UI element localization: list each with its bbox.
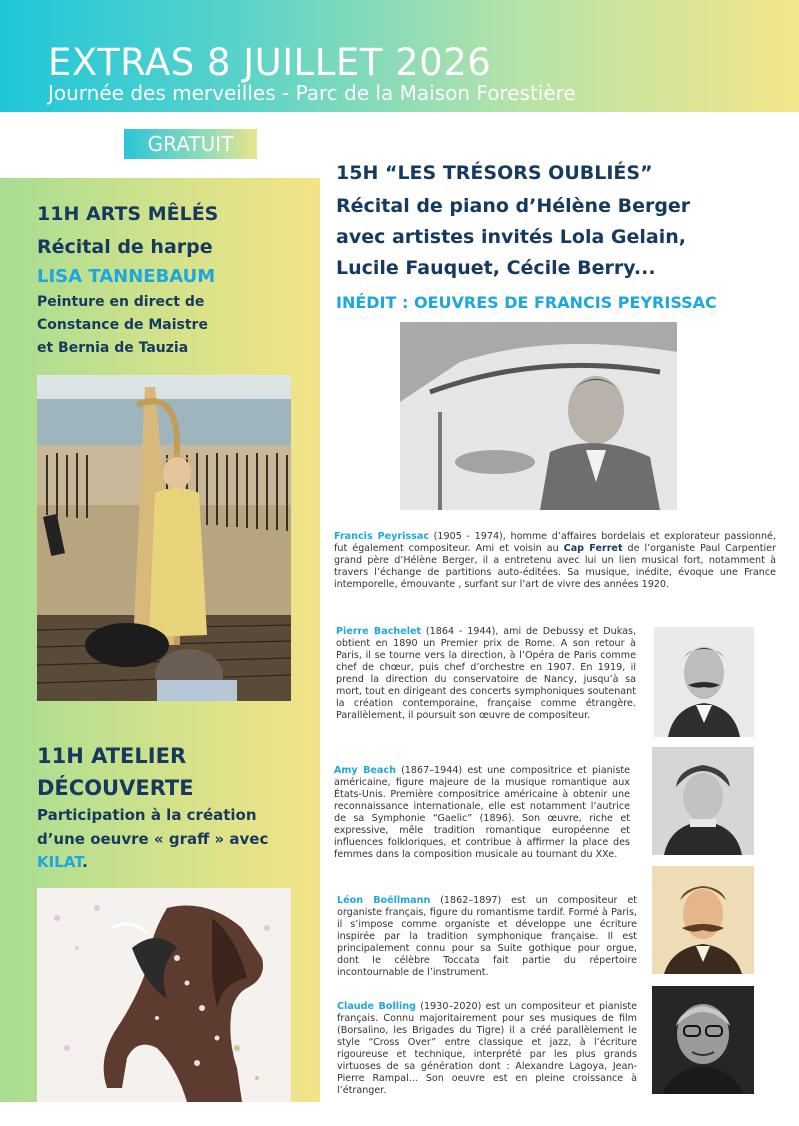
concert-subtitle-line: avec artistes invités Lola Gelain, xyxy=(336,226,686,248)
concert-title: 15H “LES TRÉSORS OUBLIÉS” xyxy=(336,162,653,184)
graff-artwork-photo xyxy=(37,888,291,1102)
event2-title-line: 11H ATELIER xyxy=(37,744,187,768)
bio-name: Amy Beach xyxy=(334,765,396,776)
bio-name: Léon Boëllmann xyxy=(337,895,431,906)
bio-bachelet xyxy=(336,626,636,722)
bio-text: (1864 - 1944), ami de Debussy et Dukas, obtient en 1890 un Premier prix de Rome. A son retour à Paris, il se tourne vers la direction, à l’Opéra de Paris comme chef de chœur, puis chef d’orchestre en 1907. En 1919, il prend la direction du conservatoire de Nancy, jusqu’à sa mort, tout en dirigeant des concerts symphoniques soutenant la création contemporaine, française comme étrangère. Parallèlement, il poursuit son œuvre de compositeur. xyxy=(336,626,637,721)
bio-peyrissac xyxy=(334,531,776,591)
free-badge: GRATUIT xyxy=(124,129,257,159)
event1-artist: LISA TANNEBAUM xyxy=(37,266,216,287)
harp-recital-photo xyxy=(37,375,291,701)
bio-text: de l’organiste Paul Carpentier grand père d’Hélène Berger, il a entretenu avec lui un lien musical fort, notamment à travers l’échange de partitions auto-éditées. Sa musique, inédite, évoque une France intemporelle, émouvante , surfant sur l’art de vivre des années 1920. xyxy=(334,543,776,590)
event1-desc-line: Constance de Maistre xyxy=(37,317,208,333)
event2-artist-line xyxy=(37,853,88,871)
event2-artist: KILAT xyxy=(37,853,83,871)
bio-name: Francis Peyrissac xyxy=(334,531,430,542)
event1-title: 11H ARTS MÊLÉS xyxy=(37,203,219,225)
concert-subtitle-line: Récital de piano d’Hélène Berger xyxy=(336,195,691,217)
event1-desc-line: Peinture en direct de xyxy=(37,294,205,310)
bio-text: (1862–1897) est un compositeur et organiste français, figure du romantisme tardif. Formé à Paris, il s’impose comme organiste et développe une écriture inspirée par la tradition symphonique française. Il est principalement connu pour sa Suite gothique pour orgue, dont le célèbre Toccata fait partie du répertoire incontournable de l’instrument. xyxy=(337,895,637,978)
event2-title-line: DÉCOUVERTE xyxy=(37,776,194,800)
bachelet-portrait xyxy=(654,627,754,737)
page-subtitle: Journée des merveilles - Parc de la Maison Forestière xyxy=(48,81,576,105)
bio-name: Pierre Bachelet xyxy=(336,626,422,637)
event2-desc-line: d’une oeuvre « graff » avec xyxy=(37,830,269,848)
event2-desc-line: Participation à la création xyxy=(37,806,257,824)
bio-name: Claude Bolling xyxy=(337,1001,417,1012)
bolling-portrait xyxy=(652,986,754,1094)
bio-boellmann xyxy=(337,895,637,979)
bio-place: Cap Ferret xyxy=(563,543,623,554)
concert-subtitle-line: Lucile Fauquet, Cécile Berry... xyxy=(336,257,656,279)
bio-text: (1905 - 1974), homme d’affaires bordelais et explorateur passionné, fut également compositeur. Ami et voisin au xyxy=(334,531,776,554)
event1-subtitle: Récital de harpe xyxy=(37,236,213,258)
bio-bolling xyxy=(337,1001,637,1097)
page-title: EXTRAS 8 JUILLET 2026 xyxy=(48,41,492,84)
bio-text: (1867–1944) est une compositrice et pianiste américaine, figure majeure de la musique romantique aux États-Unis. Première compositrice américaine à obtenir une reconnaissance internationale, elle est notamment l’autrice de sa Symphonie “Gaelic” (1896). Son œuvre, riche et expressive, mêle tradition romantique européenne et influences folkloriques, et contribue à affirmer la place des femmes dans la composition musicale au tournant du XXe. xyxy=(334,765,630,860)
boellmann-portrait xyxy=(652,866,754,974)
peyrissac-photo xyxy=(400,322,677,510)
beach-portrait xyxy=(652,747,754,855)
event2-artist-suffix: . xyxy=(82,853,88,871)
header-banner xyxy=(0,0,799,112)
bio-beach xyxy=(334,765,630,861)
concert-highlight: INÉDIT : OEUVRES DE FRANCIS PEYRISSAC xyxy=(336,293,717,312)
bio-text: (1930–2020) est un compositeur et pianiste français. Connu majoritairement pour ses musiques de film (Borsalino, les Brigades du Tigre) il a créé parallèlement le style “Cross Over” entre classique et jazz, à l’écriture rigoureuse et technique, interprété par les plus grands virtuoses de sa génération dont : Alexandre Lagoya, Jean-Pierre Rampal... Son oeuvre est en pleine croissance à l’étranger. xyxy=(337,1001,637,1096)
event1-desc-line: et Bernia de Tauzia xyxy=(37,340,189,356)
